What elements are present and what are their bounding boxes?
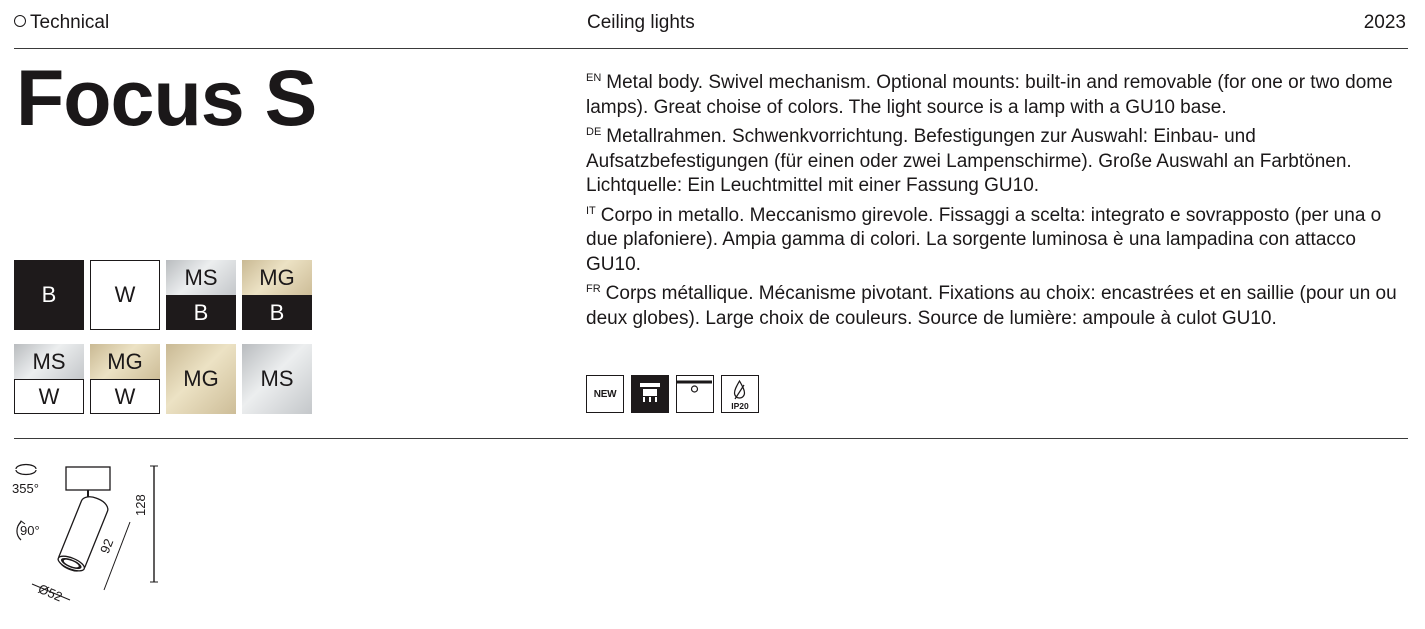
lang-code: EN [586, 72, 602, 84]
section-divider [14, 438, 1408, 439]
lang-code: DE [586, 126, 602, 138]
swatch-label-bottom: W [14, 379, 84, 414]
technical-drawing [12, 460, 202, 610]
description-text: Corps métallique. Mécanisme pivotant. Fixations au choix: encastrées et en saillie (pour un ou deux globes). Large choix de couleurs. Source de lumière: ampoule à culot GU10. [586, 283, 1397, 329]
swatch-label-top: MG [242, 260, 312, 295]
year-label: 2023 [1363, 12, 1406, 33]
swatch-label-bottom: B [166, 295, 236, 330]
section-label [14, 12, 109, 34]
product-title: Focus S [16, 53, 317, 142]
header-divider [14, 48, 1408, 49]
description-text: Metallrahmen. Schwenkvorrichtung. Befestigungen zur Auswahl: Einbau- und Aufsatzbefestigungen (für einen oder zwei Lampenschirme). Große Auswahl an Farbtönen. Lichtquelle: Ein Leuchtmittel mit einer Fassung GU10. [586, 126, 1352, 196]
swatch-label: W [114, 282, 136, 307]
length-label: 92 [97, 536, 117, 556]
description-de [586, 120, 1408, 199]
swatch-mg[interactable] [166, 344, 236, 414]
swatch-label-top: MG [90, 344, 160, 379]
swatch-label-top: MS [166, 260, 236, 295]
rotation-label: 355° [12, 481, 39, 496]
swatch-ms-w[interactable] [14, 344, 84, 414]
spotlight-icon [631, 375, 669, 413]
new-badge: NEW [586, 375, 624, 413]
swatch-label: B [41, 282, 57, 307]
category-label: Ceiling lights [587, 12, 695, 33]
swatch-ms-b[interactable] [166, 260, 236, 330]
swatch-label-top: MS [14, 344, 84, 379]
swatch-label: MG [183, 366, 219, 391]
swatch-label-bottom: B [242, 295, 312, 330]
lang-code: FR [586, 283, 601, 295]
swatch-ms[interactable] [242, 344, 312, 414]
swatch-mg-w[interactable] [90, 344, 160, 414]
description-text: Metal body. Swivel mechanism. Optional mounts: built-in and removable (for one or two dome lamps). Great choise of colors. The light source is a lamp with a GU10 base. [586, 72, 1393, 118]
lang-code: IT [586, 204, 596, 217]
ip-rating-icon [721, 375, 759, 413]
description-text: Corpo in metallo. Meccanismo girevole. Fissaggi a scelta: integrato e sovrapposto (per una o due plafoniere). Ampia gamma di colori. La sorgente luminosa è una lampadina con attacco GU10. [586, 204, 1382, 275]
description-fr [586, 277, 1408, 331]
description-en [586, 66, 1408, 120]
circle-icon [14, 15, 26, 27]
ip-rating-text: IP20 [731, 401, 749, 411]
diameter-label: Ø52 [36, 581, 65, 605]
section-text: Technical [30, 12, 110, 33]
swatch-mg-b[interactable] [242, 260, 312, 330]
swatch-w[interactable] [90, 260, 160, 330]
description-it [586, 199, 1408, 278]
description [586, 66, 1408, 331]
swatch-label-bottom: W [90, 379, 160, 414]
swatch-label: MS [260, 366, 294, 391]
tilt-label: 90° [20, 523, 40, 538]
height-label: 128 [133, 494, 148, 516]
ceiling-mount-icon [676, 375, 714, 413]
swatch-b[interactable] [14, 260, 84, 330]
